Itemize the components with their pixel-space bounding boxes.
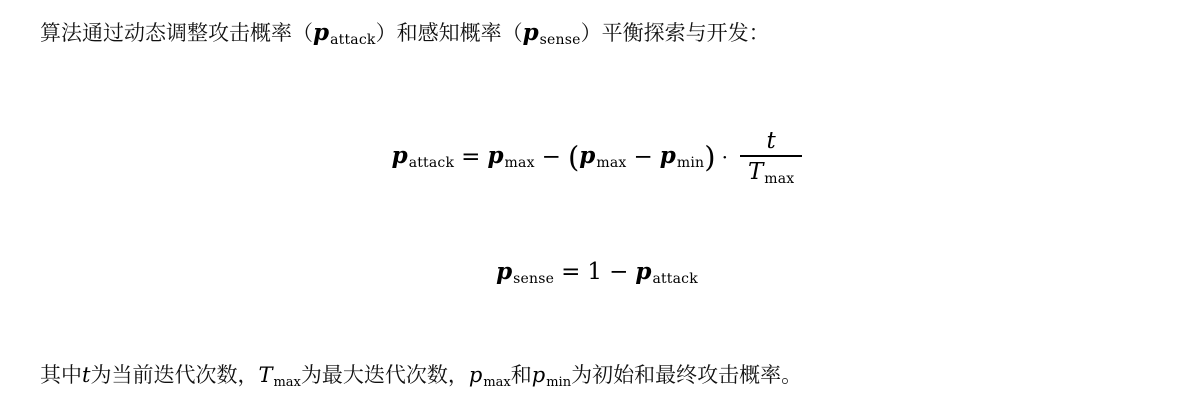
- variable-p: p: [659, 142, 676, 170]
- inline-math-p-min: [531, 363, 572, 390]
- variable-p: p: [579, 142, 596, 170]
- constant-one: 1: [587, 259, 603, 286]
- variable-p: p: [468, 363, 483, 387]
- intro-text-part-2: ）和感知概率（: [375, 22, 523, 45]
- equation-2-line: [496, 258, 698, 287]
- close-paren: ): [704, 139, 716, 174]
- open-paren: (: [567, 139, 580, 174]
- equals-sign: =: [461, 143, 481, 170]
- fraction-numerator: t: [766, 128, 776, 154]
- minus-sign-1: −: [541, 143, 561, 170]
- outro-text-part-4: 和: [510, 364, 532, 387]
- variable-p: p: [522, 19, 539, 46]
- subscript-min: min: [676, 155, 705, 172]
- subscript-attack: attack: [330, 31, 376, 48]
- outro-paragraph: [40, 360, 802, 392]
- inline-math-p-max: [468, 363, 511, 390]
- subscript-sense: sense: [513, 270, 555, 287]
- equation-p-sense: [40, 258, 1154, 287]
- eq1-term-pmax-2: [579, 142, 626, 171]
- inline-math-p-sense: [522, 19, 581, 48]
- variable-T: T: [747, 158, 764, 185]
- subscript-max: max: [273, 374, 301, 390]
- outro-text-part-3: 为最大迭代次数，: [300, 364, 469, 387]
- subscript-min: min: [546, 374, 572, 390]
- equation-p-attack: [40, 128, 1154, 185]
- subscript-attack: attack: [408, 155, 455, 172]
- intro-paragraph: [40, 16, 770, 51]
- subscript-max: max: [483, 374, 511, 390]
- variable-p: p: [313, 19, 330, 46]
- subscript-max: max: [764, 170, 795, 187]
- intro-text-part-1: 算法通过动态调整攻击概率（: [40, 22, 313, 45]
- equals-sign: =: [561, 259, 581, 286]
- eq1-term-pmin: [660, 142, 704, 171]
- minus-sign-2: −: [633, 143, 653, 170]
- outro-text-part-1: 其中: [40, 364, 82, 387]
- subscript-max: max: [596, 155, 627, 172]
- multiplication-dot: ·: [721, 144, 728, 169]
- eq2-rhs: [635, 258, 698, 287]
- outro-text-part-2: 为当前迭代次数，: [90, 364, 259, 387]
- inline-math-p-attack: [313, 19, 376, 48]
- variable-p: p: [391, 142, 408, 170]
- variable-p: p: [487, 142, 504, 170]
- intro-text-part-3: ）平衡探索与开发：: [580, 22, 770, 45]
- fraction-t-over-Tmax: [740, 129, 802, 186]
- fraction-denominator: [740, 157, 802, 187]
- subscript-attack: attack: [652, 270, 698, 287]
- inline-math-T-max: [258, 363, 301, 390]
- minus-sign: −: [609, 259, 629, 286]
- variable-t: t: [82, 363, 91, 387]
- variable-p: p: [496, 258, 513, 285]
- equation-1-line: [392, 128, 803, 185]
- variable-p: p: [635, 258, 652, 285]
- eq1-term-pmax: [487, 142, 534, 171]
- outro-text-part-5: 为初始和最终攻击概率。: [571, 364, 803, 387]
- subscript-max: max: [504, 155, 535, 172]
- eq2-lhs: [496, 258, 554, 287]
- subscript-sense: sense: [539, 31, 581, 48]
- variable-p: p: [531, 363, 546, 387]
- eq1-lhs: [392, 142, 455, 171]
- variable-T: T: [258, 363, 273, 387]
